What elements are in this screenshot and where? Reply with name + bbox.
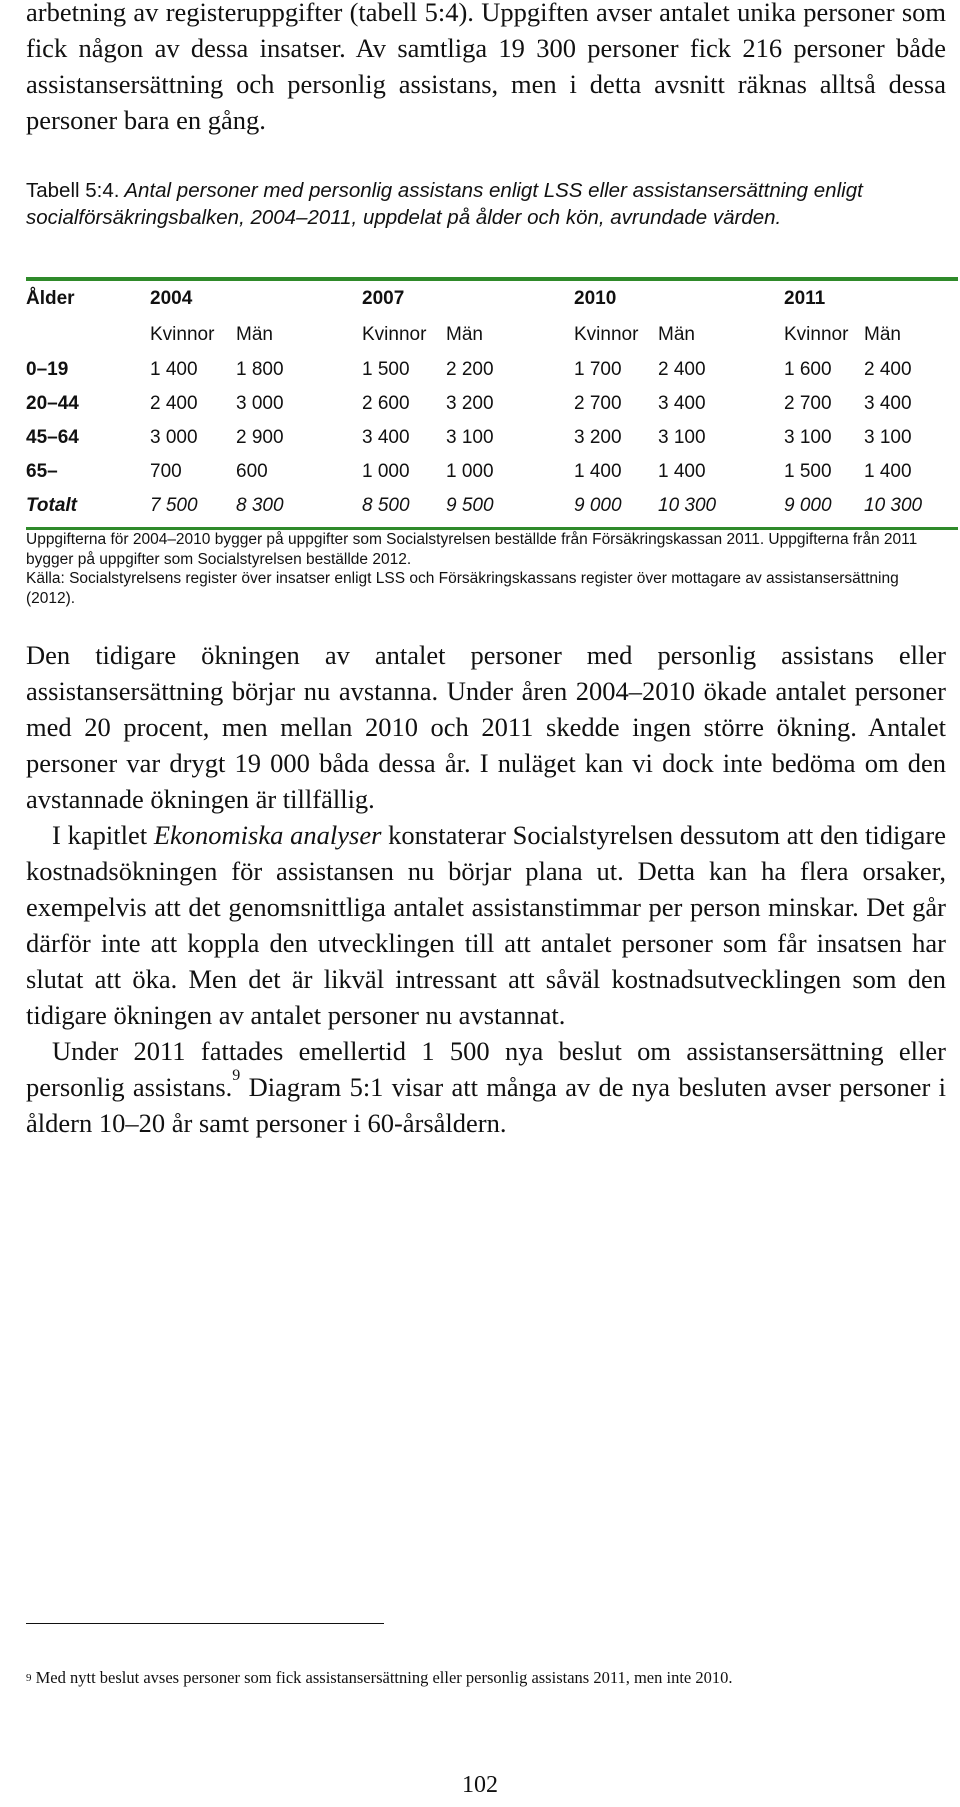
body-paragraph: [26, 817, 946, 1033]
table-cell: 2 700: [784, 393, 832, 414]
table-cell: 2 900: [236, 427, 284, 448]
table-cell: 2 200: [446, 359, 494, 380]
table-cell: 10 300: [658, 495, 717, 516]
table-cell: 2 700: [574, 393, 622, 414]
row-label: 45–64: [26, 427, 79, 448]
table-cell: 2 600: [362, 393, 410, 414]
row-label: Totalt: [26, 495, 78, 516]
table-cell: 1 000: [446, 461, 494, 482]
footnote-reference[interactable]: 9: [232, 1067, 241, 1084]
table-cell: 2 400: [658, 359, 706, 380]
table-row: [26, 421, 938, 455]
table-cell: 1 800: [236, 359, 284, 380]
year-header: 2007: [362, 288, 405, 309]
table-cell: 8 300: [236, 495, 284, 516]
table-cell: 1 400: [658, 461, 706, 482]
table-row: [26, 387, 938, 421]
table-cell: 7 500: [150, 495, 198, 516]
gender-header: Män: [658, 324, 695, 345]
table-cell: 3 100: [658, 427, 706, 448]
table-caption: [26, 177, 946, 231]
table-caption-text: Antal personer med personlig assistans enligt LSS eller assistansersättning enligt socialförsäkringsbalken, 2004–2011, uppdelat på ålder och kön, avrundade värden.: [26, 179, 863, 229]
chapter-reference: Ekonomiska analyser: [153, 820, 382, 850]
table-cell: 1 500: [362, 359, 410, 380]
table-cell: 1 500: [784, 461, 832, 482]
table-cell: 2 400: [150, 393, 198, 414]
body-text-span: konstaterar Socialstyrelsen dessutom att den tidigare kostnadsökningen för assistansen nu börjar plana ut. Detta kan ha flera orsaker, exempelvis att det genomsnittliga antalet assistanstimmar per person minskar. Det går därför inte att koppla den utvecklingen till att antalet personer som får insatsen har slutat att öka. Men det är likväl intressant att såväl kostnadsutvecklingen som den tidigare ökningen av antalet personer nu avstannat.: [26, 820, 946, 1030]
table-notes: [26, 530, 946, 608]
table-cell: 3 400: [362, 427, 410, 448]
table-cell: 9 500: [446, 495, 494, 516]
row-label: 0–19: [26, 359, 69, 380]
gender-header: Män: [446, 324, 483, 345]
body-text-span: Under 2011 fattades emellertid 1 500 nya beslut om assistansersättning eller personlig assistans.: [26, 1036, 946, 1102]
gender-header: Kvinnor: [150, 324, 215, 345]
table-cell: 10 300: [864, 495, 923, 516]
table-row: [26, 353, 938, 387]
table-cell: 2 400: [864, 359, 912, 380]
table-cell: 3 400: [864, 393, 912, 414]
footnote-text: Med nytt beslut avses personer som fick assistansersättning eller personlig assistans 2011, men inte 2010.: [31, 1668, 733, 1687]
table-cell: 9 000: [574, 495, 622, 516]
table-caption-label: Tabell 5:4.: [26, 179, 120, 202]
footnote-separator: [26, 1623, 384, 1624]
gender-header: Män: [864, 324, 901, 345]
year-header: 2004: [150, 288, 193, 309]
table-cell: 3 400: [658, 393, 706, 414]
page-number: 102: [462, 1772, 498, 1798]
table-cell: 1 600: [784, 359, 832, 380]
table-cell: 700: [150, 461, 182, 482]
table-cell: 3 100: [864, 427, 912, 448]
footnote-marker: 9: [26, 1672, 32, 1684]
table-cell: 3 100: [784, 427, 832, 448]
table-cell: 3 200: [446, 393, 494, 414]
table-cell: 1 400: [150, 359, 198, 380]
gender-header: Kvinnor: [784, 324, 849, 345]
table-cell: 1 400: [574, 461, 622, 482]
table-cell: 1 000: [362, 461, 410, 482]
table-total-row: [26, 489, 938, 523]
table-cell: 1 400: [864, 461, 912, 482]
table-cell: 9 000: [784, 495, 832, 516]
table-row: [26, 455, 938, 489]
body-text-span: I kapitlet: [52, 820, 154, 850]
age-header: Ålder: [26, 288, 75, 309]
body-text: [26, 637, 946, 1141]
table-cell: 3 000: [150, 427, 198, 448]
body-text-span: Diagram 5:1 visar att många av de nya besluten avser personer i åldern 10–20 år samt personer i 60-årsåldern.: [26, 1072, 947, 1138]
table-year-header-row: [26, 281, 938, 317]
body-paragraph: Den tidigare ökningen av antalet personer med personlig assistans eller assistansersättning börjar nu avstanna. Under åren 2004–2010 ökade antalet personer med 20 procent, men mellan 2010 och 2011 skedde ingen större ökning. Antalet personer var drygt 19 000 båda dessa år. I nuläget kan vi dock inte bedöma om den avstannade ökningen är tillfällig.: [26, 640, 946, 814]
table-cell: 1 700: [574, 359, 622, 380]
table-cell: 3 100: [446, 427, 494, 448]
row-label: 65–: [26, 461, 58, 482]
table-gender-header-row: [26, 317, 938, 353]
row-label: 20–44: [26, 393, 79, 414]
intro-paragraph: [26, 0, 946, 138]
gender-header: Män: [236, 324, 273, 345]
table-note: Uppgifterna för 2004–2010 bygger på uppgifter som Socialstyrelsen beställde från Försäkringskassan 2011. Uppgifterna från 2011 bygger på uppgifter som Socialstyrelsen beställde 2012.: [26, 531, 918, 568]
table-source: Källa: Socialstyrelsens register över insatser enligt LSS och Försäkringskassans register över mottagare av assistansersättning (2012).: [26, 570, 899, 607]
table-cell: 3 000: [236, 393, 284, 414]
table-cell: 3 200: [574, 427, 622, 448]
table-cell: 600: [236, 461, 268, 482]
year-header: 2011: [784, 288, 826, 309]
gender-header: Kvinnor: [362, 324, 427, 345]
intro-text: arbetning av registeruppgifter (tabell 5:4). Uppgiften avser antalet unika personer som fick någon av dessa insatser. Av samtliga 19 300 personer fick 216 personer både assistansersättning och personlig assistans, men i detta avsnitt räknas alltså dessa personer bara en gång.: [26, 0, 946, 135]
table-cell: 8 500: [362, 495, 410, 516]
body-paragraph: [26, 1033, 946, 1141]
year-header: 2010: [574, 288, 617, 309]
footnote: [26, 1667, 946, 1689]
gender-header: Kvinnor: [574, 324, 639, 345]
table-body: [26, 281, 938, 523]
